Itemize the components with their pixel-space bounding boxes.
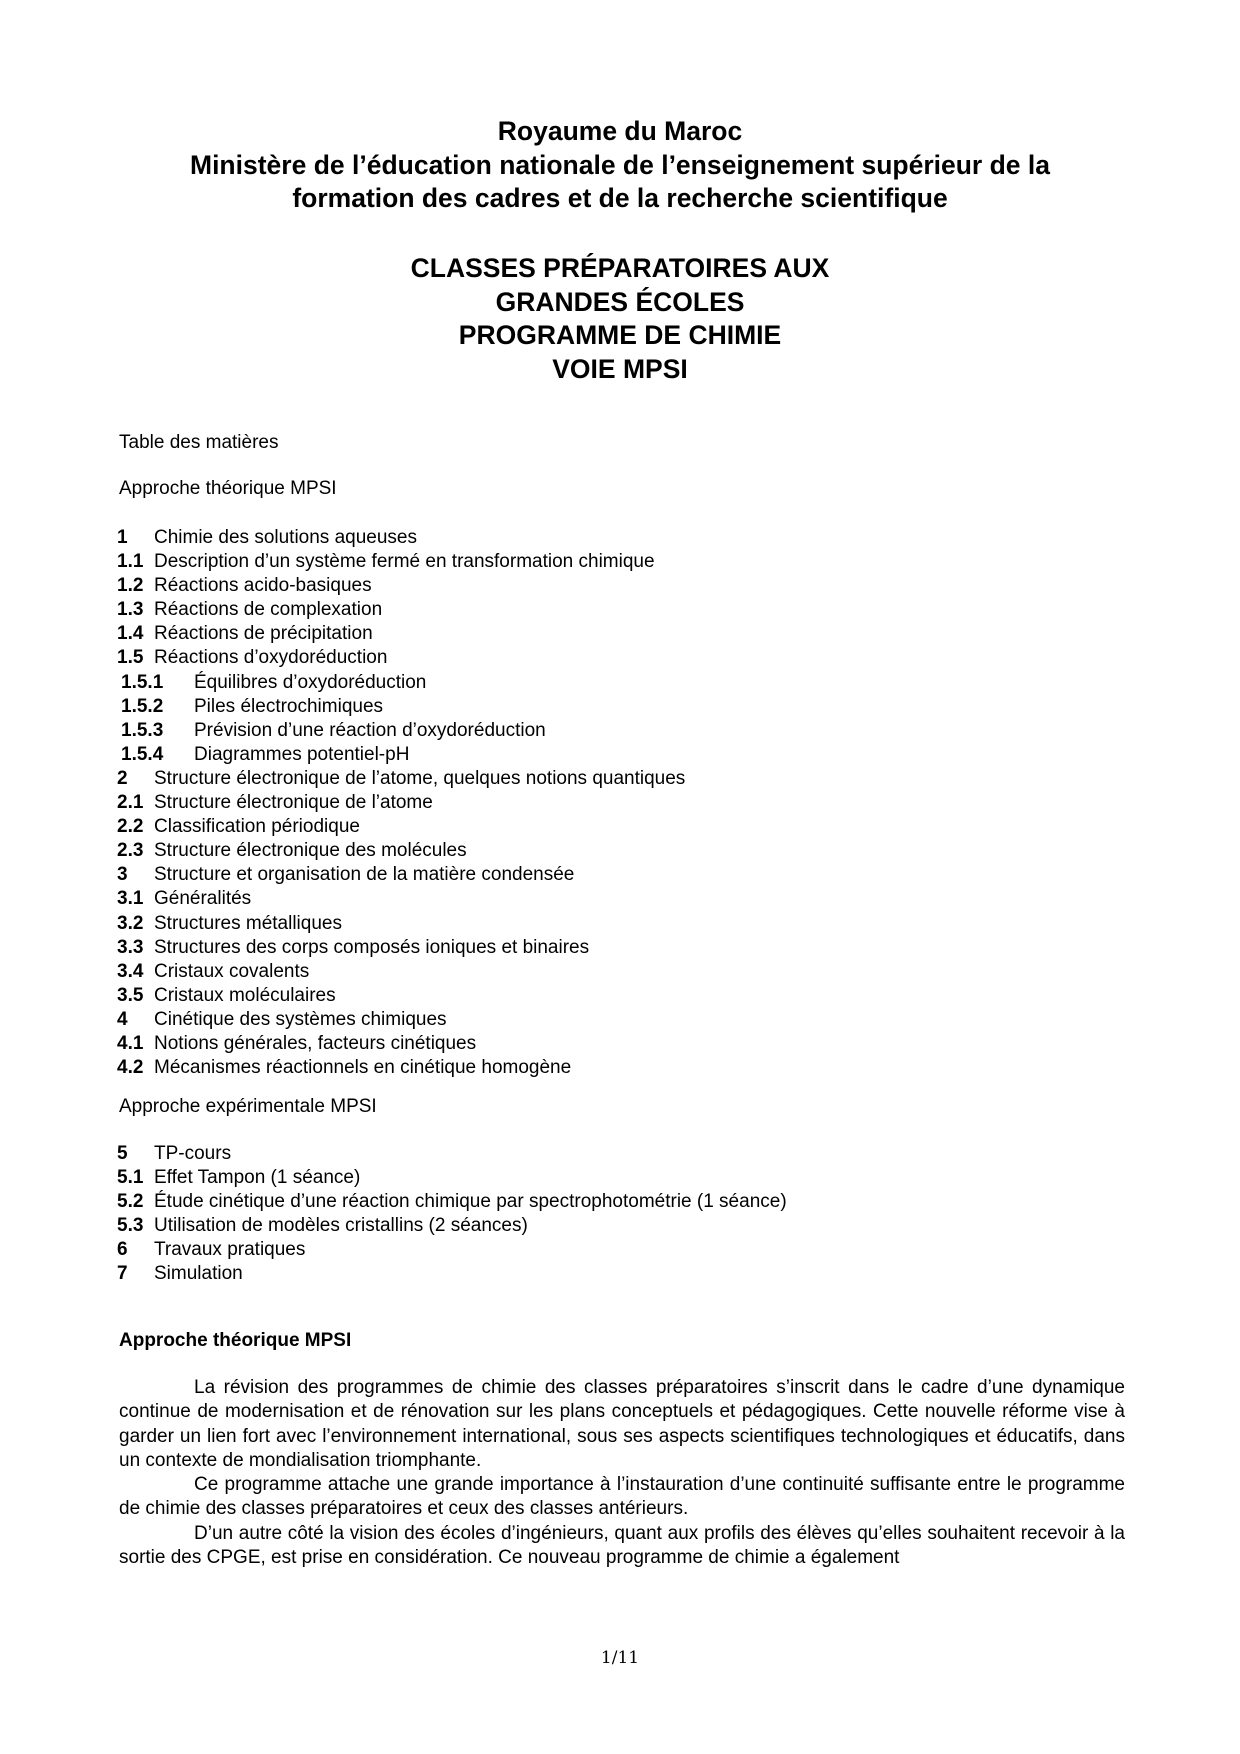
toc-item-title: Travaux pratiques xyxy=(154,1239,306,1261)
title-line: VOIE MPSI xyxy=(552,353,688,384)
toc-item-number: 1.1 xyxy=(117,551,144,573)
page-number: 1/11 xyxy=(600,1648,640,1668)
toc-item-title: Prévision d’une réaction d’oxydoréduction xyxy=(194,719,546,741)
toc-item-number: 1.3 xyxy=(117,599,144,621)
toc-item-title: Mécanismes réactionnels en cinétique homogène xyxy=(154,1057,572,1079)
document-title xyxy=(0,252,1240,386)
toc-experimental-list xyxy=(117,1142,1117,1287)
toc-item-title: Réactions de précipitation xyxy=(154,623,373,645)
toc-item xyxy=(117,767,1117,791)
toc-item-number: 4.2 xyxy=(117,1057,144,1079)
toc-item-number: 2.3 xyxy=(117,840,144,862)
toc-item-number: 3.2 xyxy=(117,912,144,934)
toc-item xyxy=(117,960,1117,984)
toc-item-number: 4 xyxy=(117,1008,128,1030)
toc-item xyxy=(117,719,1117,743)
toc-item xyxy=(117,550,1117,574)
toc-item-title: Effet Tampon (1 séance) xyxy=(154,1167,361,1189)
toc-item-number: 5.2 xyxy=(117,1191,144,1213)
toc-item-number: 1.5.3 xyxy=(121,719,164,741)
toc-item-number: 2.2 xyxy=(117,816,144,838)
document-header xyxy=(0,115,1240,216)
toc-item-number: 1.2 xyxy=(117,575,144,597)
toc-item-title: Réactions d’oxydoréduction xyxy=(154,647,388,669)
body-text xyxy=(119,1376,1125,1570)
toc-item-title: Notions générales, facteurs cinétiques xyxy=(154,1032,477,1054)
toc-item xyxy=(117,791,1117,815)
toc-title: Table des matières xyxy=(119,432,279,453)
toc-item xyxy=(117,1032,1117,1056)
toc-item xyxy=(117,646,1117,670)
toc-item xyxy=(117,863,1117,887)
toc-item xyxy=(117,695,1117,719)
section-heading: Approche théorique MPSI xyxy=(119,1330,352,1351)
toc-item-number: 1.5 xyxy=(117,647,144,669)
toc-item-number: 3.5 xyxy=(117,984,144,1006)
toc-item-title: Structure électronique de l’atome, quelques notions quantiques xyxy=(154,767,686,789)
title-line: PROGRAMME DE CHIMIE xyxy=(458,320,782,350)
paragraph: D’un autre côté la vision des écoles d’ingénieurs, quant aux profils des élèves qu’elles souhaitent recevoir à la sortie des CPGE, est prise en considération. Ce nouveau programme de chimie a également xyxy=(119,1522,1125,1569)
toc-item-title: Structure et organisation de la matière condensée xyxy=(154,864,575,886)
toc-item xyxy=(117,815,1117,839)
toc-item-number: 1.5.1 xyxy=(121,671,164,693)
toc-item-title: Structures métalliques xyxy=(154,912,342,934)
toc-item-title: Cinétique des systèmes chimiques xyxy=(154,1008,447,1030)
title-line: GRANDES ÉCOLES xyxy=(495,286,745,317)
toc-item xyxy=(117,1008,1117,1032)
toc-item-title: Réactions acido-basiques xyxy=(154,575,372,597)
toc-item xyxy=(117,984,1117,1008)
toc-item-number: 5.3 xyxy=(117,1215,144,1237)
toc-item-title: Classification périodique xyxy=(154,816,360,838)
title-line: CLASSES PRÉPARATOIRES AUX xyxy=(410,253,830,283)
toc-item-title: Piles électrochimiques xyxy=(194,695,384,717)
toc-item xyxy=(117,1166,1117,1190)
toc-item-number: 7 xyxy=(117,1263,128,1285)
toc-item xyxy=(117,936,1117,960)
toc-item xyxy=(117,1214,1117,1238)
toc-item-number: 1 xyxy=(117,527,128,548)
toc-item-title: Diagrammes potentiel-pH xyxy=(194,743,410,765)
header-line: formation des cadres et de la recherche scientifique xyxy=(292,183,948,213)
toc-item xyxy=(117,574,1117,598)
toc-item xyxy=(117,887,1117,911)
header-line: Ministère de l’éducation nationale de l’enseignement supérieur de la xyxy=(190,149,1050,180)
toc-item xyxy=(117,1142,1117,1166)
toc-item-number: 1.4 xyxy=(117,623,144,645)
toc-item-number: 6 xyxy=(117,1239,128,1261)
toc-item-number: 2 xyxy=(117,767,128,789)
toc-item xyxy=(117,671,1117,695)
experimental-label: Approche expérimentale MPSI xyxy=(119,1096,377,1117)
toc-item xyxy=(117,526,1117,550)
toc-item xyxy=(117,1262,1117,1286)
toc-item-title: TP-cours xyxy=(154,1143,232,1164)
toc-item xyxy=(117,1056,1117,1080)
toc-item-number: 3.4 xyxy=(117,960,144,982)
toc-item-title: Description d’un système fermé en transformation chimique xyxy=(154,551,655,573)
toc-item xyxy=(117,1238,1117,1262)
toc-item-title: Chimie des solutions aqueuses xyxy=(154,527,417,548)
toc-item-number: 3.3 xyxy=(117,936,144,958)
toc-item xyxy=(117,839,1117,863)
toc-item-number: 2.1 xyxy=(117,792,144,814)
toc-item-title: Cristaux moléculaires xyxy=(154,984,336,1006)
toc-item-title: Cristaux covalents xyxy=(154,960,310,982)
toc-item xyxy=(117,598,1117,622)
toc-item-number: 4.1 xyxy=(117,1032,144,1054)
toc-item-title: Étude cinétique d’une réaction chimique par spectrophotométrie (1 séance) xyxy=(154,1191,787,1213)
toc-item xyxy=(117,743,1117,767)
toc-item xyxy=(117,622,1117,646)
toc-item-title: Structure électronique des molécules xyxy=(154,840,467,862)
toc-item-title: Équilibres d’oxydoréduction xyxy=(194,671,427,693)
paragraph: Ce programme attache une grande importance à l’instauration d’une continuité suffisante entre le programme de chimie des classes préparatoires et ceux des classes antérieurs. xyxy=(119,1474,1125,1520)
toc-theory-list xyxy=(117,526,1117,1080)
header-line: Royaume du Maroc xyxy=(497,116,743,146)
toc-item-title: Structure électronique de l’atome xyxy=(154,792,433,814)
toc-item-number: 5.1 xyxy=(117,1167,144,1189)
toc-item-title: Structures des corps composés ioniques et binaires xyxy=(154,936,590,958)
toc-item-number: 3 xyxy=(117,864,128,886)
toc-item-number: 3.1 xyxy=(117,888,144,910)
paragraph: La révision des programmes de chimie des classes préparatoires s’inscrit dans le cadre d’une dynamique continue de modernisation et de rénovation sur les plans conceptuels et pédagogiques. Cette nouvelle réforme vise à garder un lien fort avec l’environnement international, sous ses aspects scientifiques technologiques et éducatifs, dans un contexte de mondialisation triomphante. xyxy=(119,1377,1125,1471)
toc-item-title: Réactions de complexation xyxy=(154,599,383,621)
toc-item-number: 1.5.4 xyxy=(121,743,164,765)
theory-label: Approche théorique MPSI xyxy=(119,478,337,499)
toc-item xyxy=(117,1190,1117,1214)
toc-item-title: Utilisation de modèles cristallins (2 séances) xyxy=(154,1215,528,1237)
toc-item-number: 5 xyxy=(117,1143,128,1164)
toc-item-number: 1.5.2 xyxy=(121,695,164,717)
toc-item-title: Généralités xyxy=(154,888,252,910)
toc-item-title: Simulation xyxy=(154,1263,243,1285)
toc-item xyxy=(117,912,1117,936)
